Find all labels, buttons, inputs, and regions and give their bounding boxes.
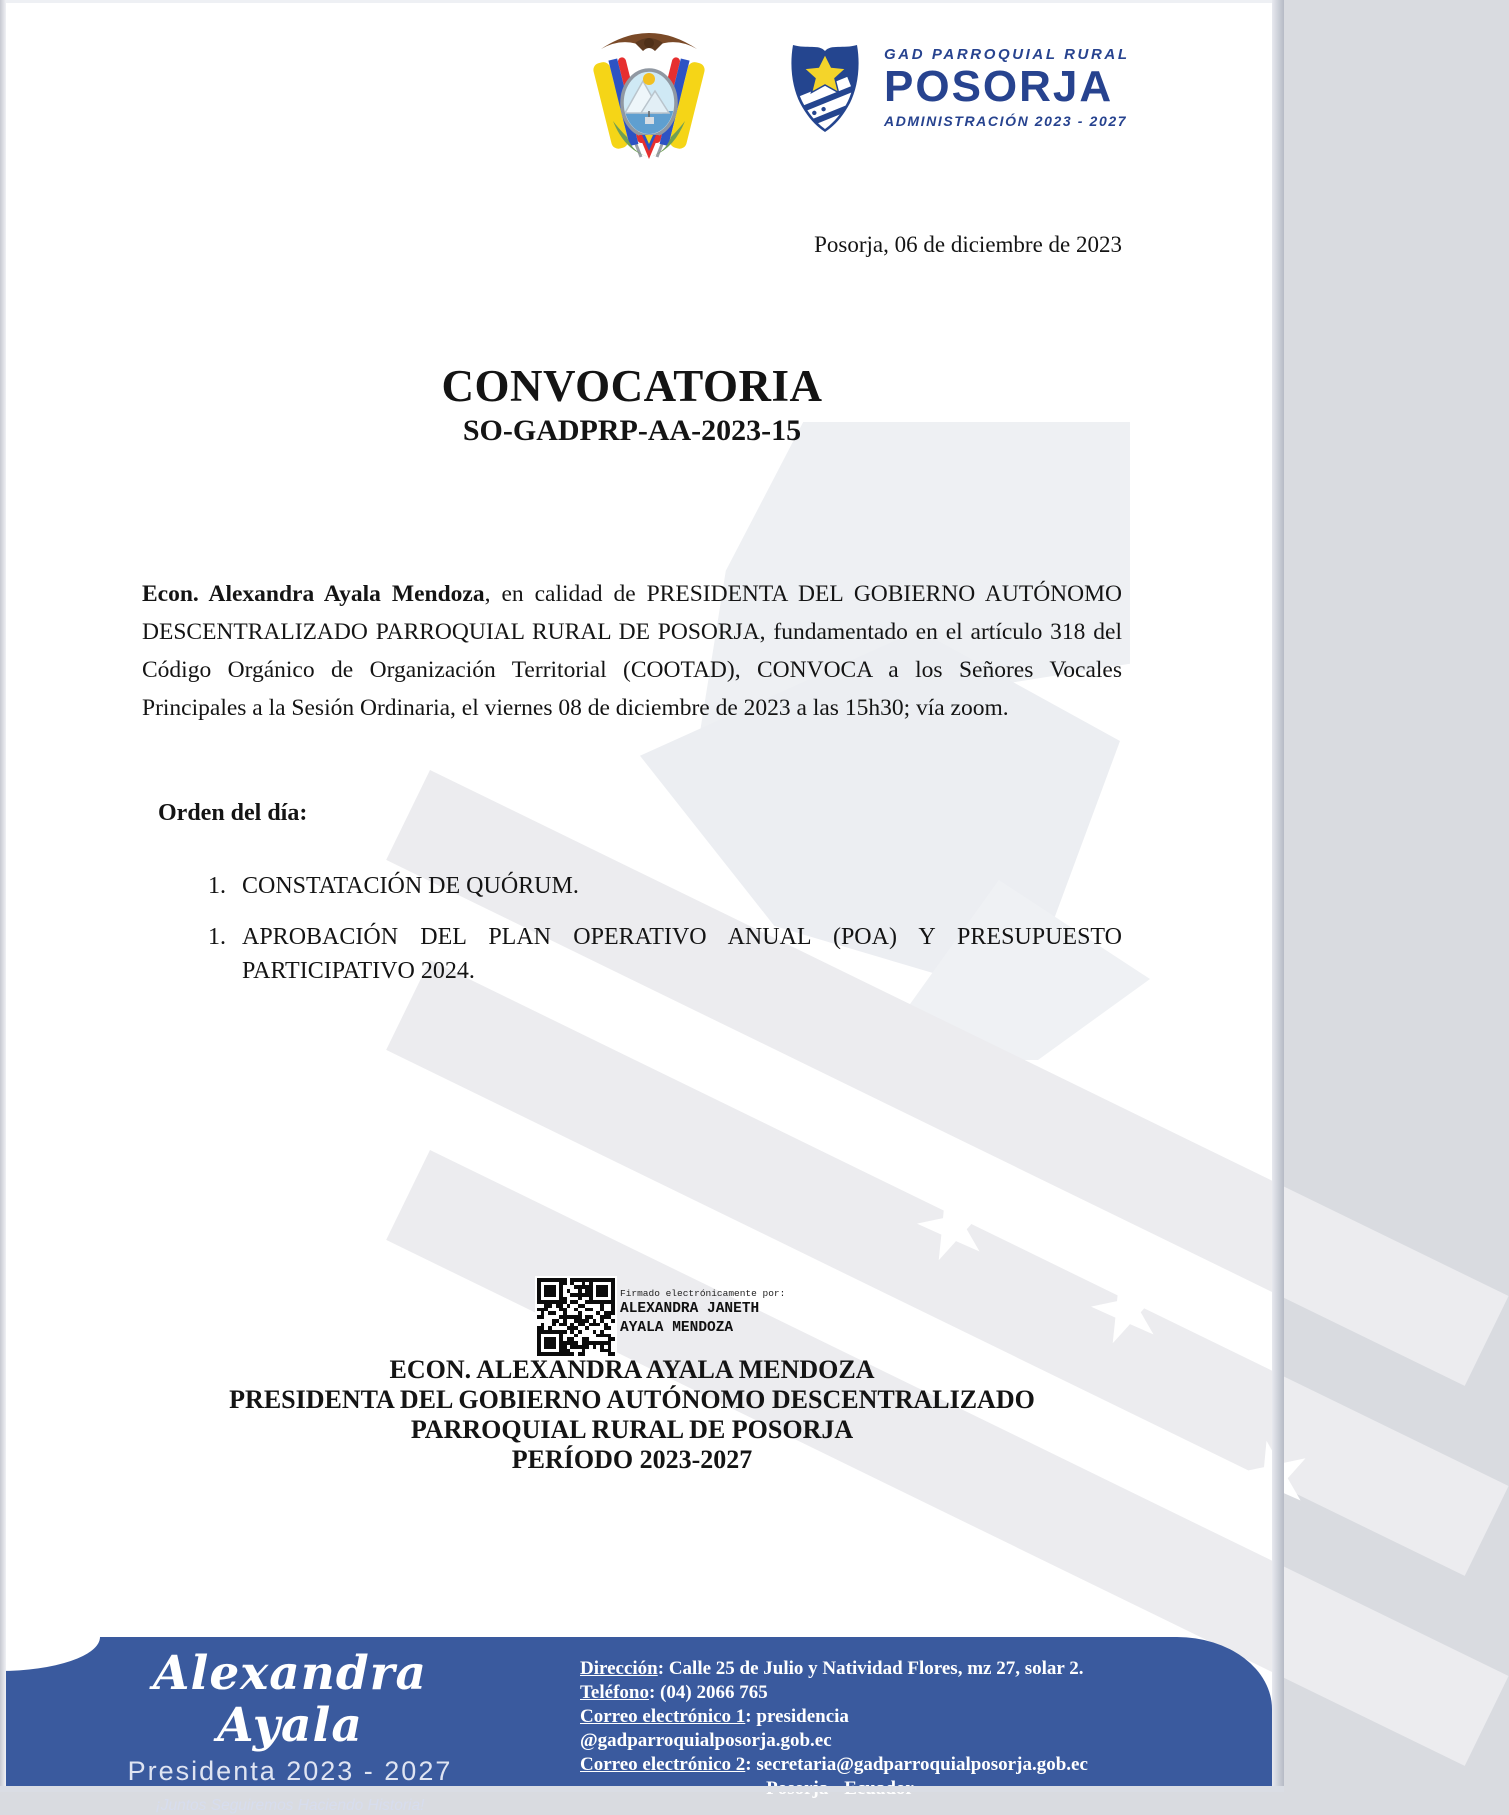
contact-label: Correo electrónico 2 [580,1754,746,1775]
date-line: Posorja, 06 de diciembre de 2023 [814,232,1122,257]
agenda-item [208,920,1122,988]
intro-text: , en calidad de PRESIDENTA DEL GOBIERNO AUTÓNOMO DESCENTRALIZADO PARROQUIAL RURAL DE POSORJA, fundamentado en el artículo 318 del Código Orgánico de Organización Territorial (COOTAD), CONVOCA a los Señores Vocales Principales a la Sesión Ordinaria, el viernes 08 de diciembre de 2023 a las 15h30; vía zoom. [142,580,1122,721]
contact-line-email1 [580,1705,1100,1753]
signature-line: ECON. ALEXANDRA AYALA MENDOZA [389,1355,875,1384]
contact-value: : Calle 25 de Julio y Natividad Flores, mz 27, solar 2. [657,1658,1084,1679]
contact-label: Teléfono [580,1682,649,1703]
signature-line: PARROQUIAL RURAL DE POSORJA [410,1415,854,1444]
contact-value: : secretaria@gadparroquialposorja.gob.ec [745,1754,1088,1775]
agenda-item-number: 1. [208,924,226,950]
posorja-logo-text [884,46,1184,129]
brand-name: POSORJA [884,62,1114,111]
footer-signature-name: Alexandra Ayala [153,1646,427,1753]
brand-tagline: GAD PARROQUIAL RURAL [884,46,1130,63]
photo-edge [0,0,1284,3]
photo-edge [0,0,6,1792]
qr-caption: Firmado electrónicamente por: [620,1288,786,1299]
agenda-item [208,869,1122,903]
agenda-heading: Orden del día: [158,800,308,826]
photo-edge [0,1786,1284,1792]
signature-line: PERÍODO 2023-2027 [511,1445,753,1474]
posorja-shield-icon [788,40,862,136]
agenda-item-text: APROBACIÓN DEL PLAN OPERATIVO ANUAL (POA) Y PRESUPUESTO PARTICIPATIVO 2024. [242,924,1122,984]
contact-line-phone [580,1681,1100,1705]
qr-code [535,1276,617,1358]
contact-line-email2 [580,1753,1100,1777]
footer-slogan: ¡Juntos Seguiremos Haciendo Historia! [155,1797,425,1814]
signature-block [142,1355,1122,1475]
qr-signer-line1: ALEXANDRA JANETH [620,1301,760,1317]
ecuador-coat-of-arms-icon [575,25,723,173]
document-title: CONVOCATORIA [441,361,823,411]
photo-edge [1272,0,1284,1792]
intro-name: Econ. Alexandra Ayala Mendoza [142,580,485,607]
signature-line: PRESIDENTA DEL GOBIERNO AUTÓNOMO DESCENTRALIZADO [229,1385,1035,1414]
contact-line-address [580,1657,1100,1681]
footer-role: Presidenta 2023 - 2027 [127,1756,453,1786]
footer-contact-block [580,1657,1100,1801]
agenda-item-number: 1. [208,873,226,899]
contact-label: Correo electrónico 1 [580,1706,746,1727]
contact-value: : presidencia @gadparroquialposorja.gob.ec [580,1706,849,1751]
qr-signer-line2: AYALA MENDOZA [620,1320,734,1336]
agenda-item-text: CONSTATACIÓN DE QUÓRUM. [242,873,579,899]
intro-paragraph [142,575,1122,727]
qr-signer-name [620,1300,759,1338]
brand-administration: ADMINISTRACIÓN 2023 - 2027 [884,113,1128,129]
document-code: SO-GADPRP-AA-2023-15 [462,414,802,447]
contact-value: : (04) 2066 765 [648,1682,768,1703]
contact-label: Dirección [580,1658,658,1679]
posorja-logo [788,36,1148,166]
